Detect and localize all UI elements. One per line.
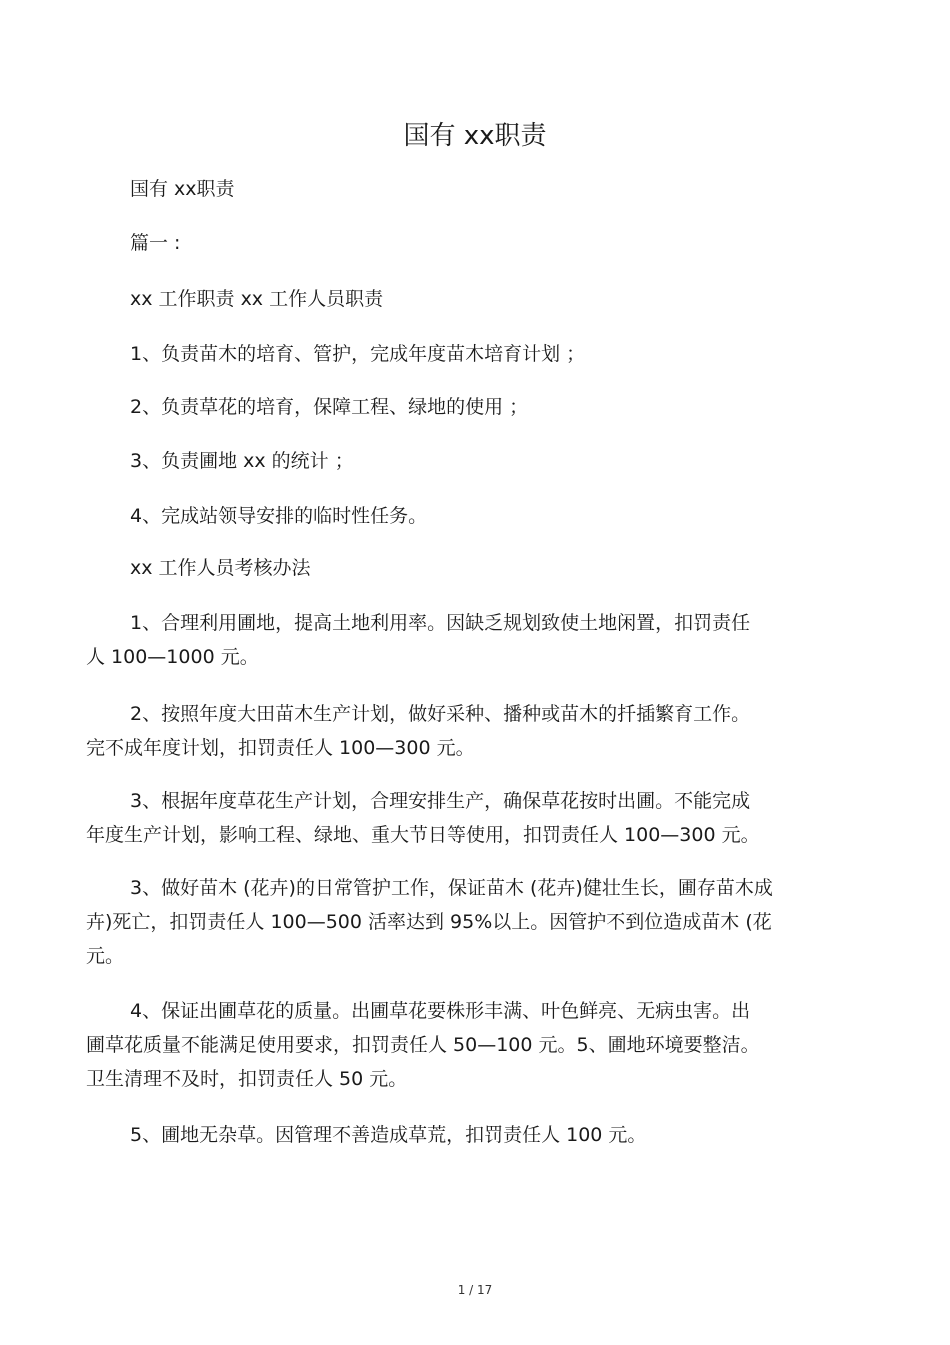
paragraph-line: 5、圃地无杂草。因管理不善造成草荒，扣罚责任人 100 元。 xyxy=(130,1124,647,1146)
paragraph-line: 元。 xyxy=(86,945,125,967)
paragraph-line: 2、负责草花的培育，保障工程、绿地的使用 ； xyxy=(130,396,529,418)
paragraph-line: 1、合理利用圃地，提高土地利用率。因缺乏规划致使土地闲置，扣罚责任 xyxy=(130,612,751,634)
paragraph-line: 4、完成站领导安排的临时性任务。 xyxy=(130,505,428,527)
paragraph-line: 3、做好苗木 (花卉)的日常管护工作，保证苗木 (花卉)健壮生长，圃存苗木成 xyxy=(130,877,773,899)
paragraph-line: 1、负责苗木的培育、管护，完成年度苗木培育计划 ； xyxy=(130,343,586,365)
document-title: 国有 xx职责 xyxy=(403,121,547,151)
paragraph-line: xx 工作职责 xx 工作人员职责 xyxy=(130,288,384,310)
paragraph-line: 完不成年度计划，扣罚责任人 100—300 元。 xyxy=(86,737,475,759)
paragraph-6 xyxy=(86,444,866,478)
paragraph-4 xyxy=(86,337,866,371)
page-indicator: 1 / 17 xyxy=(457,1283,493,1297)
paragraph-line: 圃草花质量不能满足使用要求，扣罚责任人 50—100 元。5、圃地环境要整洁。 xyxy=(86,1034,760,1056)
paragraph-7 xyxy=(86,499,866,533)
paragraph-line: 人 100—1000 元。 xyxy=(86,646,259,668)
paragraph-line: 2、按照年度大田苗木生产计划，做好采种、播种或苗木的扦插繁育工作。 xyxy=(130,703,751,725)
paragraph-line: xx 工作人员考核办法 xyxy=(130,557,311,579)
paragraph-line: 3、负责圃地 xx 的统计 ； xyxy=(130,450,354,472)
paragraph-3 xyxy=(86,282,866,316)
paragraph-line: 卫生清理不及时，扣罚责任人 50 元。 xyxy=(86,1068,408,1090)
paragraph-1 xyxy=(86,172,866,206)
paragraph-line: 国有 xx职责 xyxy=(130,178,235,200)
paragraph-line: 3、根据年度草花生产计划，合理安排生产，确保草花按时出圃。不能完成 xyxy=(130,790,751,812)
paragraph-line: 篇一 : xyxy=(130,232,181,254)
paragraph-5 xyxy=(86,390,866,424)
paragraph-10 xyxy=(86,697,866,765)
paragraph-14 xyxy=(86,1118,866,1152)
paragraph-line: 卉)死亡，扣罚责任人 100—500 活率达到 95%以上。因管护不到位造成苗木 (花 xyxy=(86,911,772,933)
paragraph-line: 年度生产计划，影响工程、绿地、重大节日等使用，扣罚责任人 100—300 元。 xyxy=(86,824,760,846)
paragraph-11 xyxy=(86,784,866,852)
paragraph-12 xyxy=(86,871,866,973)
paragraph-line: 4、保证出圃草花的质量。出圃草花要株形丰满、叶色鲜亮、无病虫害。出 xyxy=(130,1000,751,1022)
paragraph-2 xyxy=(86,226,866,260)
paragraph-9 xyxy=(86,606,866,674)
paragraph-13 xyxy=(86,994,866,1096)
paragraph-8 xyxy=(86,551,866,585)
